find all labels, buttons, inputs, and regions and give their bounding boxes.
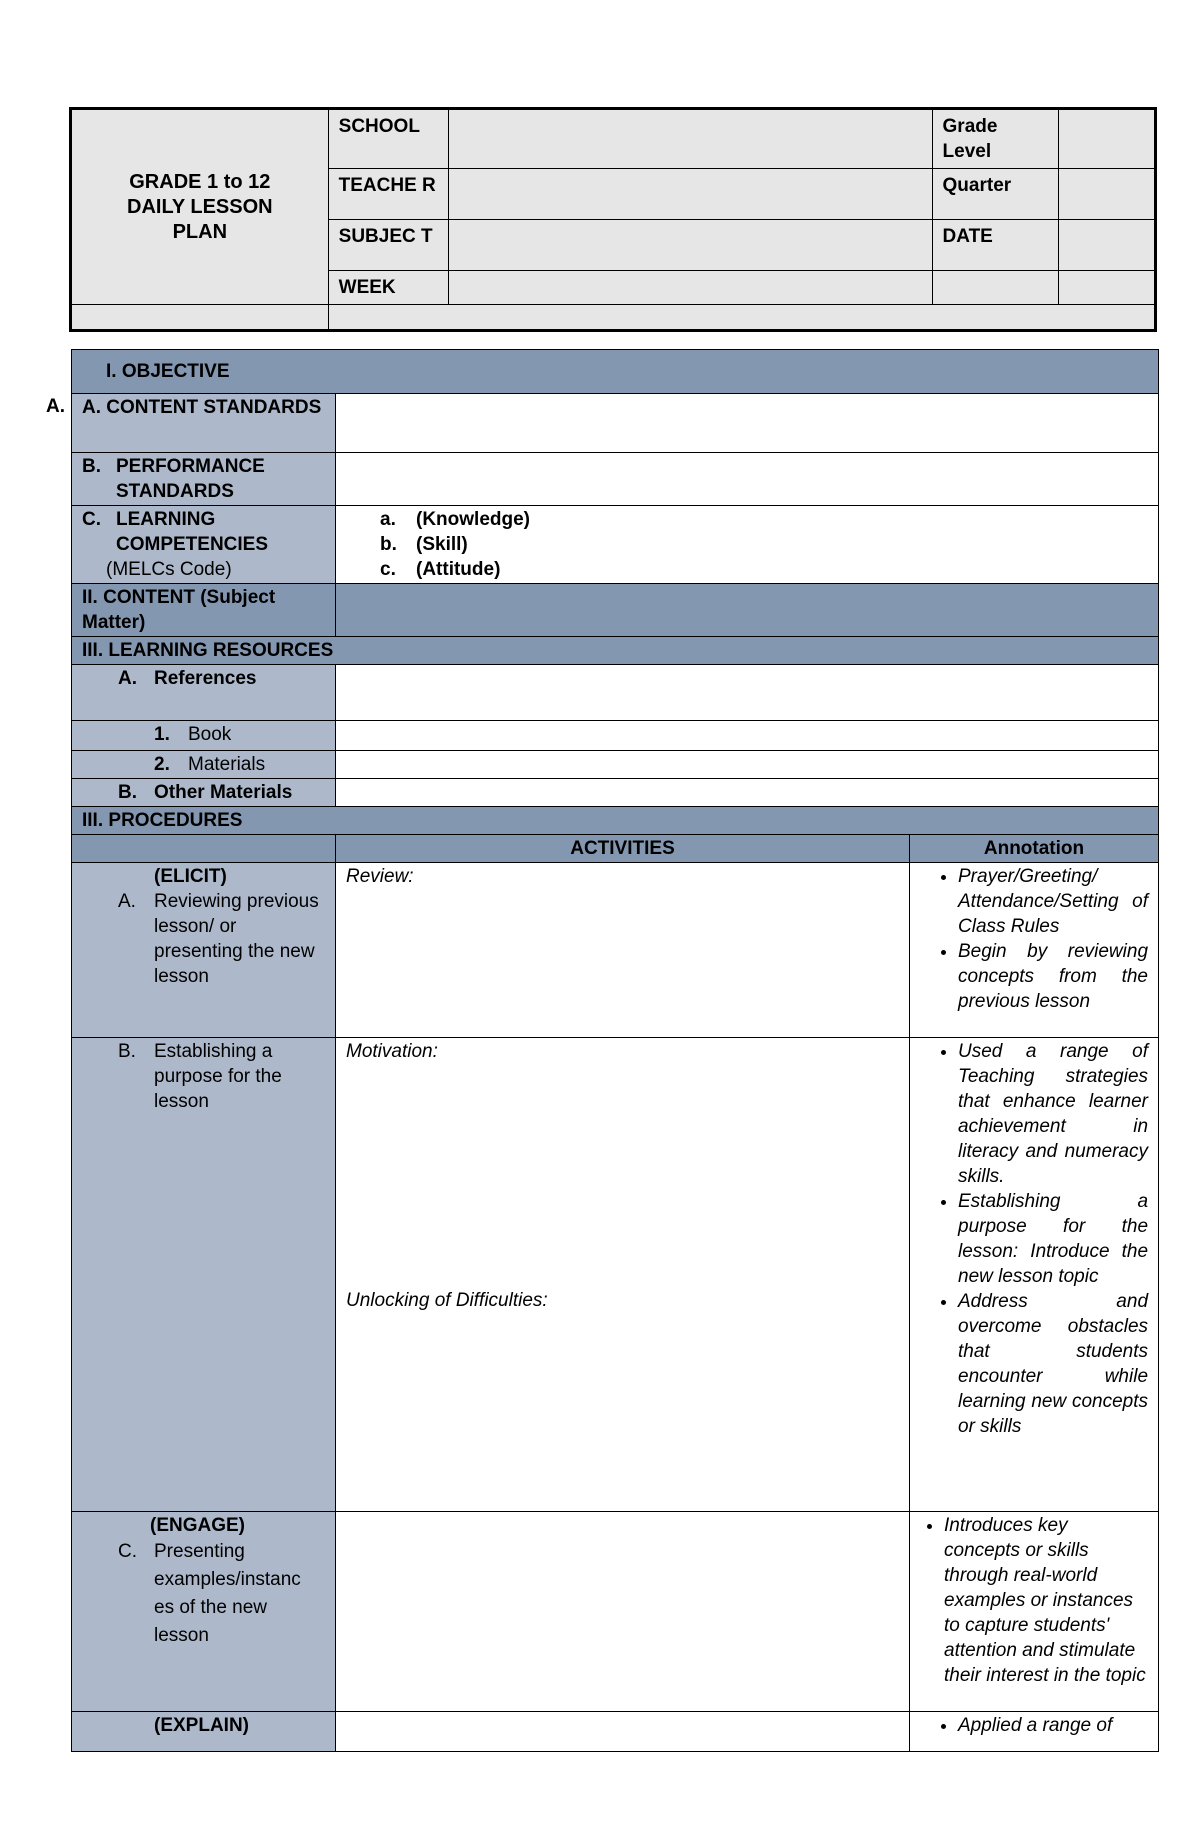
engage-annotation [910,1512,1159,1712]
annotation-item: • Begin by reviewing concepts from the previous lesson [958,939,1148,1014]
book-label [72,721,336,751]
learning-letter: C. [82,509,101,530]
purpose-annotation [910,1038,1159,1512]
performance-standards-label [72,453,336,506]
other-letter: B. [118,782,137,803]
elicit-activity[interactable]: Review: [336,863,910,1038]
annotation-item: • Establishing a purpose for the lesson: Introduce the new lesson topic [958,1189,1148,1289]
procedures-heading: III. PROCEDURES [72,807,1159,835]
content-standards-label: A. CONTENT STANDARDS [72,394,336,453]
school-value[interactable] [449,109,932,169]
annotation-item: • Introduces key concepts or skills through real-world examples or instances to capture students' attention and stimulate their interest in the topic [944,1513,1148,1688]
learning-resources-heading: III. LEARNING RESOURCES [72,637,1159,665]
content-standards-value[interactable] [336,394,1159,453]
procedures-blank-header [72,835,336,863]
annotation-item: • Address and overcome obstacles that students encounter while learning new concepts or skills [958,1289,1148,1439]
elicit-label [72,863,336,1038]
quarter-label: Quarter [932,169,1059,220]
other-materials-value[interactable] [336,779,1159,807]
purpose-activity[interactable] [336,1038,910,1512]
book-value[interactable] [336,721,1159,751]
materials-num: 2. [154,754,170,775]
footer-left-cell [71,305,329,331]
book-text: Book [188,724,232,745]
other-text: Other Materials [154,782,293,803]
learning-text: LEARNING COMPETENCIES [116,509,269,555]
activities-header: ACTIVITIES [336,835,910,863]
references-label [72,665,336,721]
grade-level-label: Grade Level [932,109,1059,169]
engage-phase: (ENGAGE) [150,1515,245,1536]
other-materials-label [72,779,336,807]
references-letter: A. [118,668,137,689]
subject-value[interactable] [449,220,932,271]
elicit-annotation [910,863,1159,1038]
engage-text: Presenting examples/instanc es of the new lesson [154,1541,301,1646]
purpose-text: Establishing a purpose for the lesson [154,1041,282,1112]
footer-right-cell [328,305,1155,331]
book-num: 1. [154,724,170,745]
lesson-plan-title: GRADE 1 to 12 DAILY LESSON PLAN [71,109,329,305]
references-value[interactable] [336,665,1159,721]
motivation-label: Motivation: [346,1041,438,1062]
week-extra-1[interactable] [932,271,1059,305]
melcs-code: (MELCs Code) [106,559,232,580]
elicit-letter: A. [118,891,136,912]
explain-annotation [910,1712,1159,1752]
quarter-value[interactable] [1059,169,1156,220]
week-value[interactable] [449,271,932,305]
performance-letter: B. [82,456,101,477]
week-label: WEEK [328,271,449,305]
materials-text: Materials [188,754,266,775]
school-label: SCHOOL [328,109,449,169]
learning-competencies-label [72,506,336,584]
content-subject-matter-value[interactable] [336,584,1159,637]
subject-label: SUBJEC T [328,220,449,271]
annotation-header: Annotation [910,835,1159,863]
header-table [69,107,1157,332]
competency-item: c. (Attitude) [380,559,501,580]
materials-label [72,751,336,779]
content-subject-matter-label: II. CONTENT (Subject Matter) [72,584,336,637]
performance-standards-value[interactable] [336,453,1159,506]
grade-level-value[interactable] [1059,109,1156,169]
week-extra-2[interactable] [1059,271,1156,305]
performance-text: PERFORMANCE STANDARDS [116,456,265,502]
purpose-letter: B. [118,1041,136,1062]
explain-activity[interactable] [336,1712,910,1752]
competency-item: a. (Knowledge) [380,509,530,530]
elicit-phase: (ELICIT) [154,866,227,887]
unlocking-difficulties-label: Unlocking of Difficulties: [346,1290,548,1311]
annotation-item: • Prayer/Greeting/ Attendance/Setting of Class Rules [958,864,1148,939]
materials-value[interactable] [336,751,1159,779]
objective-heading: I. OBJECTIVE [72,350,1159,394]
teacher-label: TEACHE R [328,169,449,220]
references-text: References [154,668,257,689]
annotation-item: • Used a range of Teaching strategies that enhance learner achievement in literacy and numeracy skills. [958,1039,1148,1189]
engage-letter: C. [118,1541,137,1562]
competency-item: b. (Skill) [380,534,468,555]
teacher-value[interactable] [449,169,932,220]
date-label: DATE [932,220,1059,271]
competencies-list[interactable] [336,506,1159,584]
purpose-label [72,1038,336,1512]
elicit-text: Reviewing previous lesson/ or presenting the new lesson [154,891,319,987]
explain-phase: (EXPLAIN) [72,1712,336,1752]
date-value[interactable] [1059,220,1156,271]
side-marker: A. [46,396,65,417]
engage-label [72,1512,336,1712]
annotation-item: • Applied a range of [958,1713,1148,1738]
engage-activity[interactable] [336,1512,910,1712]
lesson-table [71,349,1159,1752]
